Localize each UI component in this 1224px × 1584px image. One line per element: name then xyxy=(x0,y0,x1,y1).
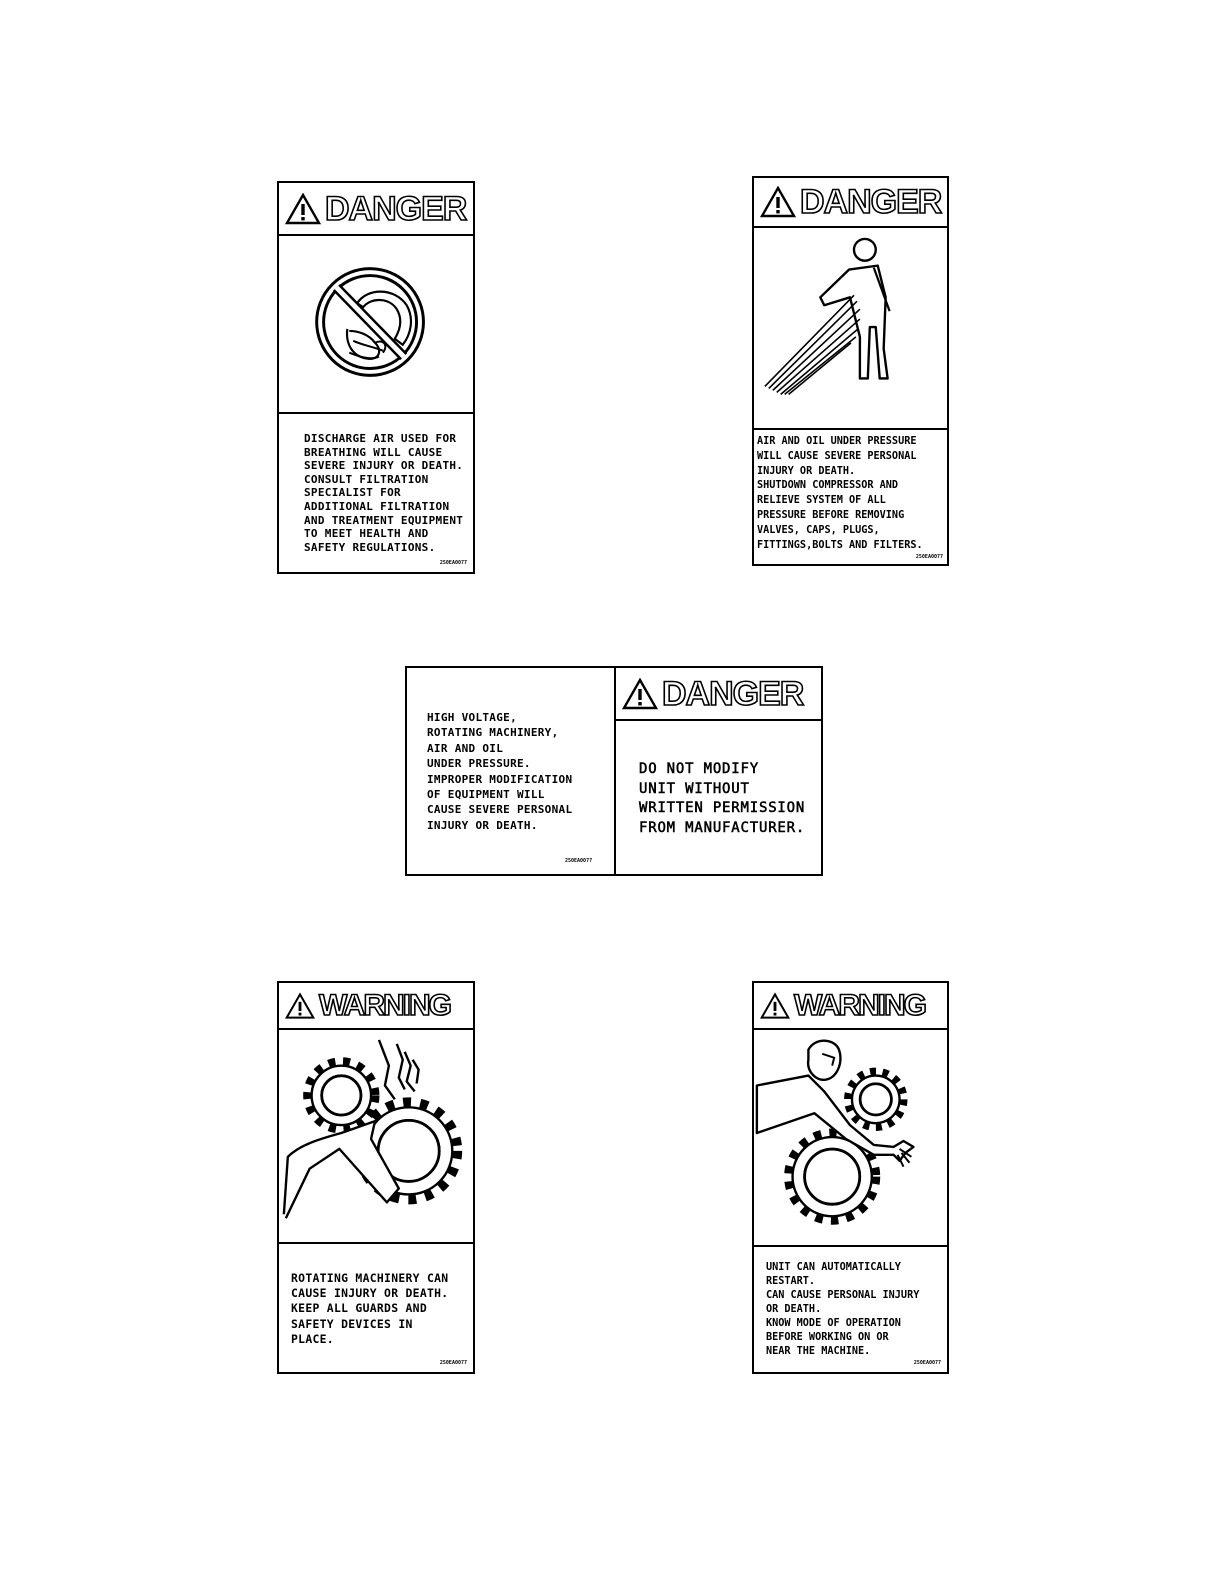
person-caught-in-gears-icon xyxy=(754,1030,947,1247)
danger-header xyxy=(279,183,473,236)
warning-header xyxy=(279,983,473,1030)
warning-triangle-icon xyxy=(622,678,658,710)
signal-word: WARNING xyxy=(319,988,450,1022)
danger-breathing-air-decal xyxy=(277,181,475,574)
hand-in-gears-icon xyxy=(279,1030,473,1244)
danger-message: DISCHARGE AIR USED FOR BREATHING WILL CAUSE SEVERE INJURY OR DEATH. CONSULT FILTRATION SPECIALIST FOR ADDITIONAL FILTRATION AND TREATMENT EQUIPMENT TO MEET HEALTH AND SAFETY REGULATIONS. xyxy=(304,432,464,554)
person-hit-by-pressure-spray-icon xyxy=(754,228,947,430)
part-number: 250EA0077 xyxy=(439,1360,467,1366)
warning-message: ROTATING MACHINERY CAN CAUSE INJURY OR DEATH. KEEP ALL GUARDS AND SAFETY DEVICES IN PLACE. xyxy=(291,1271,449,1346)
danger-modify-decal xyxy=(405,666,823,876)
part-number: 250EA0077 xyxy=(913,1360,941,1366)
signal-word: DANGER xyxy=(800,183,942,221)
part-number: 250EA0077 xyxy=(439,560,467,566)
signal-word: DANGER xyxy=(662,674,804,713)
warning-triangle-icon xyxy=(760,992,790,1020)
danger-pressure-decal xyxy=(752,176,949,566)
danger-header xyxy=(616,668,821,721)
hazard-list: HIGH VOLTAGE, ROTATING MACHINERY, AIR AND OIL UNDER PRESSURE. IMPROPER MODIFICATION OF EQUIPMENT WILL CAUSE SEVERE PERSONAL INJURY OR DEATH. xyxy=(427,711,573,832)
warning-rotating-machinery-decal xyxy=(277,981,475,1374)
danger-header xyxy=(754,178,947,228)
warning-automatic-restart-decal xyxy=(752,981,949,1374)
no-breathing-mask-icon xyxy=(279,236,473,414)
warning-triangle-icon xyxy=(760,186,796,218)
part-number: 250EA0077 xyxy=(565,858,593,864)
warning-header xyxy=(754,983,947,1030)
signal-word: WARNING xyxy=(794,988,925,1022)
danger-message: AIR AND OIL UNDER PRESSURE WILL CAUSE SEVERE PERSONAL INJURY OR DEATH. SHUTDOWN COMPRESSOR AND RELIEVE SYSTEM OF ALL PRESSURE BEFORE REMOVING VALVES, CAPS, PLUGS, FITTINGS,BOLTS AND FILTERS. xyxy=(757,436,923,551)
warning-triangle-icon xyxy=(285,193,321,225)
danger-message: DO NOT MODIFY UNIT WITHOUT WRITTEN PERMISSION FROM MANUFACTURER. xyxy=(639,761,806,836)
warning-message: UNIT CAN AUTOMATICALLY RESTART. CAN CAUSE PERSONAL INJURY OR DEATH. KNOW MODE OF OPERATION BEFORE WORKING ON OR NEAR THE MACHINE. xyxy=(766,1262,920,1357)
signal-word: DANGER xyxy=(325,189,467,228)
part-number: 250EA0077 xyxy=(915,554,943,560)
warning-triangle-icon xyxy=(285,992,315,1020)
